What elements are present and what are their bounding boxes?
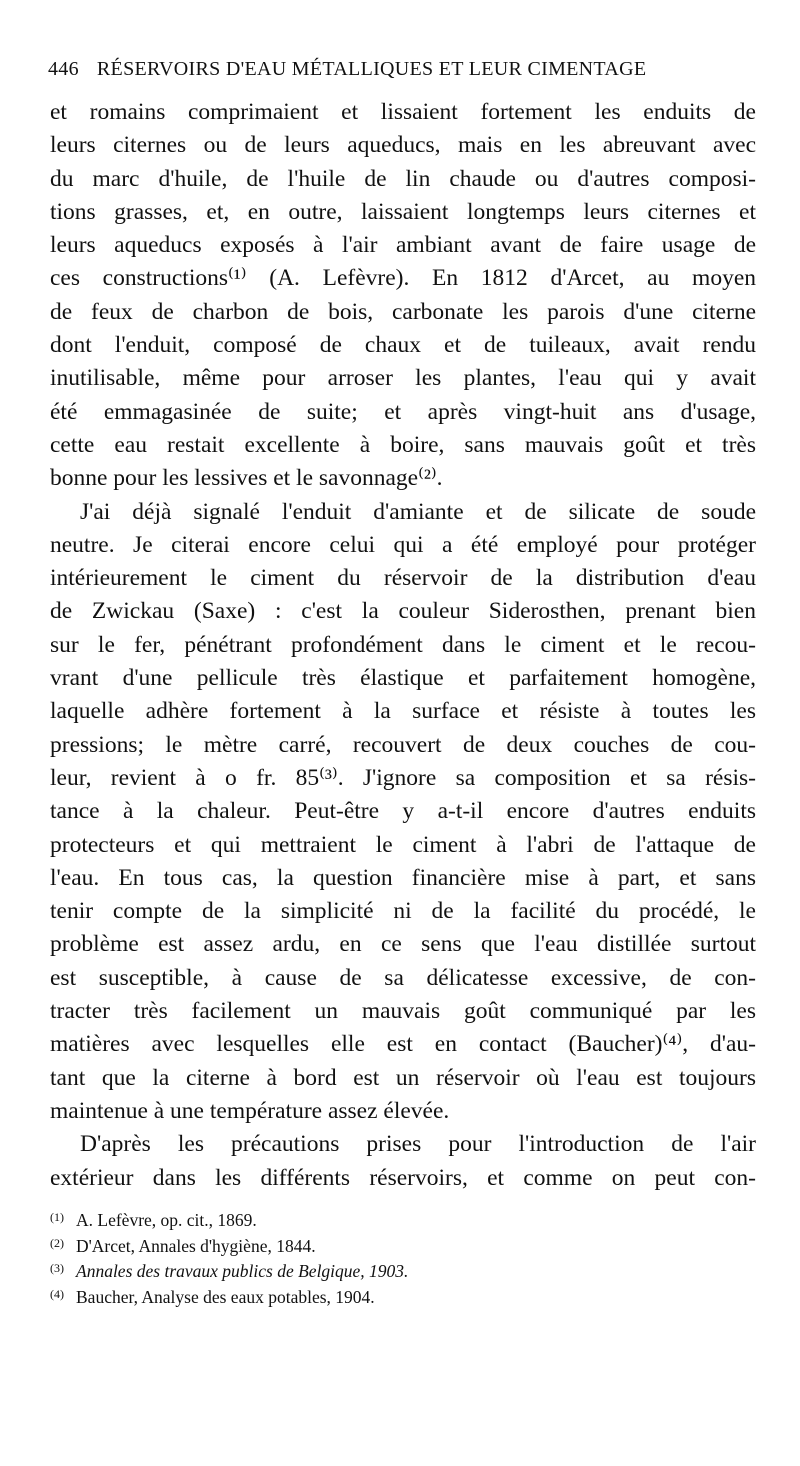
text-line: laquelle adhère fortement à la surface et résiste à toutes les xyxy=(50,698,756,725)
text-line: l'eau. En tous cas, la question financière mise à part, et sans xyxy=(50,864,756,891)
running-header xyxy=(48,58,758,90)
text-line: bonne pour les lessives et le savonnage⁽²⁾. xyxy=(50,465,443,492)
text-line: vrant d'une pellicule très élastique et parfaitement homogène, xyxy=(50,665,756,692)
running-title: RÉSERVOIRS D'EAU MÉTALLIQUES ET LEUR CIMENTAGE xyxy=(96,58,647,80)
text-line: et romains comprimaient et lissaient fortement les enduits de xyxy=(50,99,756,125)
body-text xyxy=(50,96,756,1195)
text-line: pressions; le mètre carré, recouvert de deux couches de cou- xyxy=(50,731,756,758)
text-line: leurs citernes ou de leurs aqueducs, mais en les abreuvant avec xyxy=(50,132,756,159)
text-line: intérieurement le ciment du réservoir de la distribution d'eau xyxy=(50,565,756,592)
text-line: J'ai déjà signalé l'enduit d'amiante et de silicate de soude xyxy=(80,498,756,525)
text-line: extérieur dans les différents réservoirs, et comme on peut con- xyxy=(50,1164,756,1191)
text-line: protecteurs et qui mettraient le ciment à l'abri de l'attaque de xyxy=(50,831,756,858)
text-line: tions grasses, et, en outre, laissaient longtemps leurs citernes et xyxy=(50,198,756,225)
footnote xyxy=(50,1285,756,1311)
footnotes xyxy=(50,1208,756,1310)
footnote xyxy=(50,1259,756,1285)
footnote-text: Annales des travaux publics de Belgique, 1903. xyxy=(76,1261,409,1281)
text-line: maintenue à une température assez élevée. xyxy=(50,1097,450,1124)
footnote xyxy=(50,1208,756,1234)
text-line: D'après les précautions prises pour l'introduction de l'air xyxy=(80,1131,756,1158)
text-line: cette eau restait excellente à boire, sans mauvais goût et très xyxy=(50,431,756,458)
text-line: été emmagasinée de suite; et après vingt-huit ans d'usage, xyxy=(50,398,756,425)
text-line: neutre. Je citerai encore celui qui a été employé pour protéger xyxy=(50,531,756,558)
text-line: de feux de charbon de bois, carbonate les parois d'une citerne xyxy=(50,298,756,325)
text-line: problème est assez ardu, en ce sens que l'eau distillée surtout xyxy=(50,931,756,958)
text-line: matières avec lesquelles elle est en contact (Baucher)⁽⁴⁾, d'au- xyxy=(50,1031,756,1058)
text-line: tracter très facilement un mauvais goût communiqué par les xyxy=(50,998,756,1025)
footnote-text: D'Arcet, Annales d'hygiène, 1844. xyxy=(76,1235,316,1256)
text-line: sur le fer, pénétrant profondément dans le ciment et le recou- xyxy=(50,631,756,658)
text-line: ces constructions⁽¹⁾ (A. Lefèvre). En 1812 d'Arcet, au moyen xyxy=(50,265,756,292)
text-line: inutilisable, même pour arroser les plantes, l'eau qui y avait xyxy=(50,365,756,392)
footnote-mark: (1) xyxy=(50,1210,64,1224)
page-number: 446 xyxy=(48,58,79,80)
footnote-text: A. Lefèvre, op. cit., 1869. xyxy=(76,1210,257,1230)
text-line: de Zwickau (Saxe) : c'est la couleur Siderosthen, prenant bien xyxy=(50,598,756,625)
text-line: du marc d'huile, de l'huile de lin chaude ou d'autres composi- xyxy=(50,165,756,192)
text-line: dont l'enduit, composé de chaux et de tuileaux, avait rendu xyxy=(50,332,756,359)
text-line: leur, revient à o fr. 85⁽³⁾. J'ignore sa composition et sa résis- xyxy=(50,764,756,791)
footnote-text: Baucher, Analyse des eaux potables, 1904. xyxy=(76,1286,375,1307)
footnote-mark: (2) xyxy=(50,1235,64,1250)
text-line: leurs aqueducs exposés à l'air ambiant avant de faire usage de xyxy=(50,232,756,259)
text-line: tenir compte de la simplicité ni de la facilité du procédé, le xyxy=(50,898,756,925)
text-line: tant que la citerne à bord est un réservoir où l'eau est toujours xyxy=(50,1064,756,1091)
footnote-mark: (4) xyxy=(50,1286,64,1301)
text-line: est susceptible, à cause de sa délicatesse excessive, de con- xyxy=(50,964,756,991)
footnote-mark: (3) xyxy=(50,1261,64,1275)
footnote xyxy=(50,1234,756,1260)
text-line: tance à la chaleur. Peut-être y a-t-il encore d'autres enduits xyxy=(50,798,756,825)
